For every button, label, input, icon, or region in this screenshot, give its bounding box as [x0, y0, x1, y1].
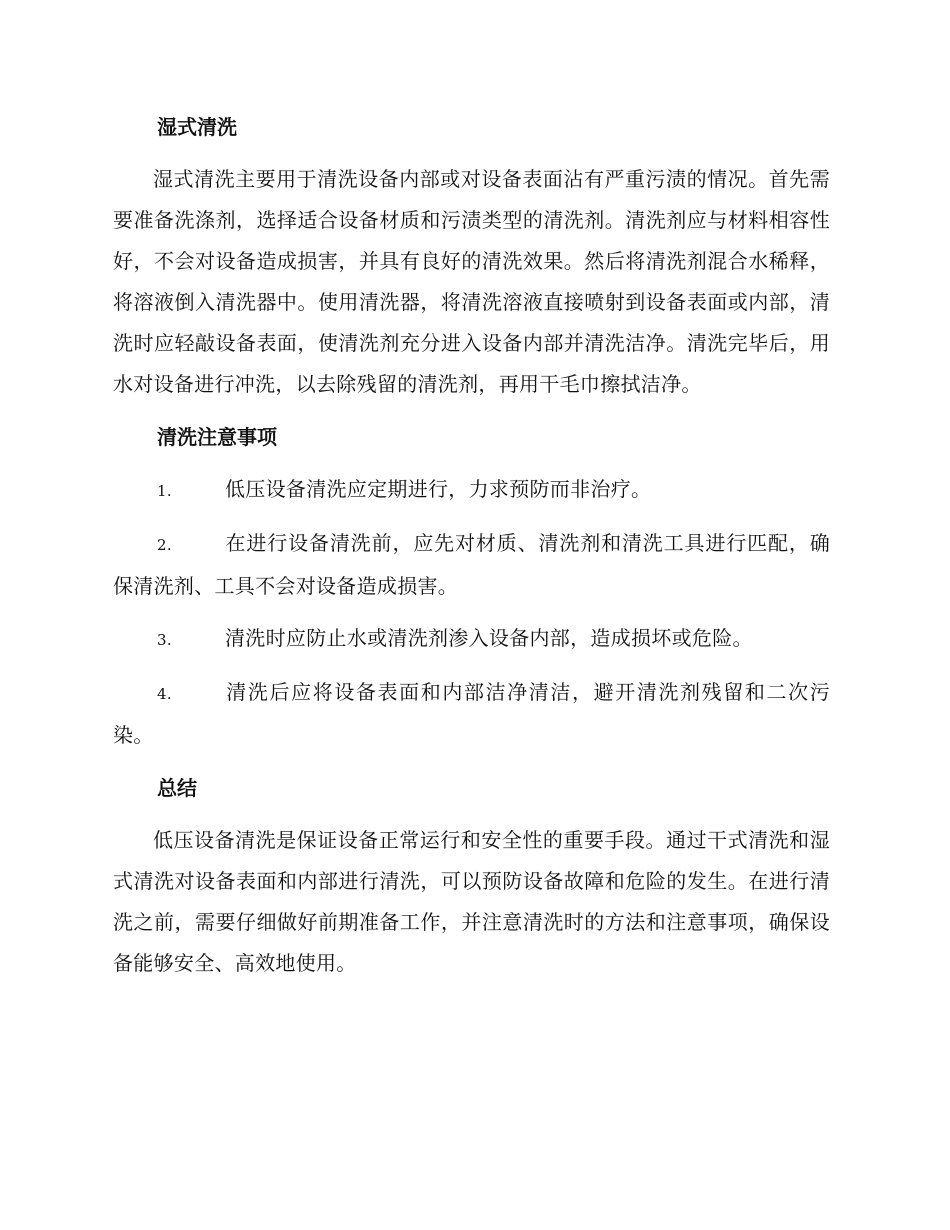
list-number: 1. — [157, 482, 172, 500]
list-item — [113, 469, 830, 512]
list-number: 4. — [157, 685, 172, 703]
list-number: 2. — [157, 536, 172, 554]
paragraph-summary: 低压设备清洗是保证设备正常运行和安全性的重要手段。通过干式清洗和湿式清洗对设备表面和内部进行清洗，可以预防设备故障和危险的发生。在进行清洗之前，需要仔细做好前期准备工作，并注意清洗时的方法和注意事项，确保设备能够安全、高效地使用。 — [113, 828, 830, 975]
list-number: 3. — [157, 631, 172, 649]
section-heading-cleaning-notes: 清洗注意事项 — [157, 425, 277, 449]
section-heading-summary: 总结 — [157, 776, 197, 800]
paragraph-wet-cleaning: 湿式清洗主要用于清洗设备内部或对设备表面沾有严重污渍的情况。首先需要准备洗涤剂，选择适合设备材质和污渍类型的清洗剂。清洗剂应与材料相容性好，不会对设备造成损害，并具有良好的清洗效果。然后将清洗剂混合水稀释，将溶液倒入清洗器中。使用清洗器，将清洗溶液直接喷射到设备表面或内部，清洗时应轻敲设备表面，使清洗剂充分进入设备内部并清洗洁净。清洗完毕后，用水对设备进行冲洗，以去除残留的清洗剂，再用干毛巾擦拭洁净。 — [113, 167, 830, 396]
list-item — [113, 618, 830, 661]
section-heading-wet-cleaning: 湿式清洗 — [157, 115, 237, 139]
list-text: 清洗时应防止水或清洗剂渗入设备内部，造成损坏或危险。 — [225, 626, 753, 650]
list-text: 低压设备清洗应定期进行，力求预防而非治疗。 — [225, 477, 652, 501]
list-text: 在进行设备清洗前，应先对材质、清洗剂和清洗工具进行匹配，确保清洗剂、工具不会对设备造成损害。 — [113, 531, 830, 598]
document-content — [113, 106, 830, 984]
list-item — [113, 672, 830, 756]
list-text: 清洗后应将设备表面和内部洁净清洁，避开清洗剂残留和二次污染。 — [113, 680, 830, 747]
list-item — [113, 523, 830, 607]
